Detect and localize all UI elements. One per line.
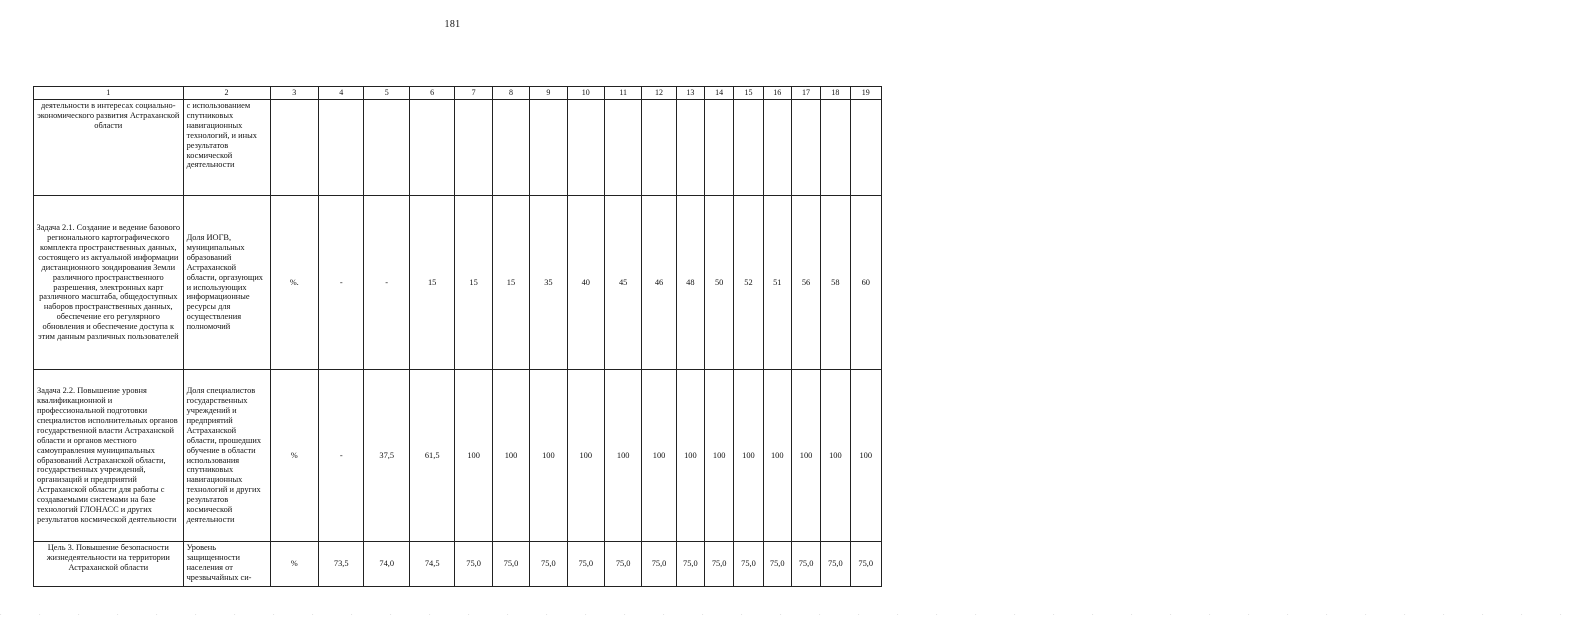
value-cell: 75,0	[642, 542, 676, 587]
indicator-description: с использованием спутниковых навигационных технологий, и иных результатов космической деятельности	[183, 100, 270, 196]
value-cell: 100	[604, 370, 641, 542]
value-cell: 74,5	[409, 542, 454, 587]
value-cell: 73,5	[319, 542, 364, 587]
column-header: 14	[705, 87, 734, 100]
task-description: Цель 3. Повышение безопасности жизнедеятельности на территории Астраханской области	[34, 542, 184, 587]
column-header: 12	[642, 87, 676, 100]
indicator-description: Уровень защищенности населения от чрезвычайных си-	[183, 542, 270, 587]
value-cell	[791, 100, 820, 196]
value-cell: 75,0	[530, 542, 567, 587]
value-cell: 75,0	[604, 542, 641, 587]
value-cell: 75,0	[850, 542, 882, 587]
value-cell: %.	[270, 196, 319, 370]
value-cell: 50	[705, 196, 734, 370]
table-row	[34, 370, 882, 542]
value-cell	[455, 100, 492, 196]
value-cell: 75,0	[821, 542, 850, 587]
value-cell: 100	[455, 370, 492, 542]
column-header: 13	[676, 87, 704, 100]
value-cell: 100	[734, 370, 763, 542]
value-cell	[734, 100, 763, 196]
value-cell: 48	[676, 196, 704, 370]
value-cell: -	[319, 370, 364, 542]
value-cell	[642, 100, 676, 196]
value-cell: 75,0	[676, 542, 704, 587]
column-header: 11	[604, 87, 641, 100]
value-cell	[319, 100, 364, 196]
value-cell	[270, 100, 319, 196]
column-header: 19	[850, 87, 882, 100]
value-cell: 100	[642, 370, 676, 542]
column-header: 16	[763, 87, 791, 100]
value-cell: -	[364, 196, 409, 370]
value-cell: 60	[850, 196, 882, 370]
column-header: 7	[455, 87, 492, 100]
task-description: Задача 2.2. Повышение уровня квалификационной и профессиональной подготовки специалистов исполнительных органов государственной власти Астраханской области и органов местного самоуправления муниципальных образований Астраханской области, государственных учреждений, организаций и предприятий Астраханской области для работы с создаваемыми системами на базе технологий ГЛОНАСС и других результатов космической деятельности	[34, 370, 184, 542]
value-cell: 100	[676, 370, 704, 542]
value-cell	[676, 100, 704, 196]
value-cell: 75,0	[492, 542, 529, 587]
value-cell: 15	[409, 196, 454, 370]
column-header: 1	[34, 87, 184, 100]
value-cell: 75,0	[567, 542, 604, 587]
value-cell: 46	[642, 196, 676, 370]
value-cell	[409, 100, 454, 196]
value-cell: 75,0	[455, 542, 492, 587]
value-cell: 15	[455, 196, 492, 370]
value-cell	[821, 100, 850, 196]
value-cell	[567, 100, 604, 196]
value-cell	[492, 100, 529, 196]
column-header: 3	[270, 87, 319, 100]
value-cell: 75,0	[791, 542, 820, 587]
value-cell: -	[319, 196, 364, 370]
table-row	[34, 542, 882, 587]
value-cell: 75,0	[734, 542, 763, 587]
page-number: 181	[444, 19, 461, 30]
column-header: 18	[821, 87, 850, 100]
value-cell: 15	[492, 196, 529, 370]
scan-noise: . . . . . . . . . . . . . . . . . . . . . . . . . . . . . . . . . . . . . . . . .	[0, 611, 1580, 617]
value-cell	[364, 100, 409, 196]
value-cell: 45	[604, 196, 641, 370]
value-cell: 100	[567, 370, 604, 542]
column-header: 4	[319, 87, 364, 100]
column-header: 17	[791, 87, 820, 100]
value-cell: 100	[821, 370, 850, 542]
value-cell: 100	[530, 370, 567, 542]
task-description: деятельности в интересах социально-экономического развития Астраханской области	[34, 100, 184, 196]
value-cell: 100	[850, 370, 882, 542]
value-cell	[604, 100, 641, 196]
value-cell: 56	[791, 196, 820, 370]
value-cell	[850, 100, 882, 196]
column-header: 15	[734, 87, 763, 100]
column-header: 8	[492, 87, 529, 100]
table-row	[34, 196, 882, 370]
value-cell: 37,5	[364, 370, 409, 542]
value-cell: 52	[734, 196, 763, 370]
value-cell: 100	[791, 370, 820, 542]
column-header: 9	[530, 87, 567, 100]
value-cell: 100	[705, 370, 734, 542]
value-cell: 35	[530, 196, 567, 370]
value-cell: 75,0	[763, 542, 791, 587]
value-cell: %	[270, 370, 319, 542]
task-description: Задача 2.1. Создание и ведение базового регионального картографического комплекта пространственных данных, состоящего из актуальной информации дистанционного зондирования Земли различного пространственного разрешения, электронных карт различного масштаба, общедоступных наборов пространственных данных, обеспечение его регулярного обновления и обеспечение доступа к этим данным различных пользователей	[34, 196, 184, 370]
value-cell: 51	[763, 196, 791, 370]
column-header: 5	[364, 87, 409, 100]
value-cell: 58	[821, 196, 850, 370]
indicator-description: Доля специалистов государственных учреждений и предприятий Астраханской области, прошедших обучение в области использования спутниковых навигационных технологий и других результатов космической деятельности	[183, 370, 270, 542]
table-row	[34, 100, 882, 196]
value-cell: 40	[567, 196, 604, 370]
value-cell: 75,0	[705, 542, 734, 587]
value-cell	[705, 100, 734, 196]
column-header: 2	[183, 87, 270, 100]
header-row	[34, 87, 882, 100]
value-cell: 61,5	[409, 370, 454, 542]
value-cell	[530, 100, 567, 196]
value-cell: 100	[763, 370, 791, 542]
column-header: 6	[409, 87, 454, 100]
value-cell: 74,0	[364, 542, 409, 587]
value-cell	[763, 100, 791, 196]
indicators-table	[33, 86, 882, 587]
value-cell: %	[270, 542, 319, 587]
column-header: 10	[567, 87, 604, 100]
indicator-description: Доля ИОГВ, муниципальных образований Астраханской области, оргазующих и использующих информационные ресурсы для осуществления полномочий	[183, 196, 270, 370]
value-cell: 100	[492, 370, 529, 542]
